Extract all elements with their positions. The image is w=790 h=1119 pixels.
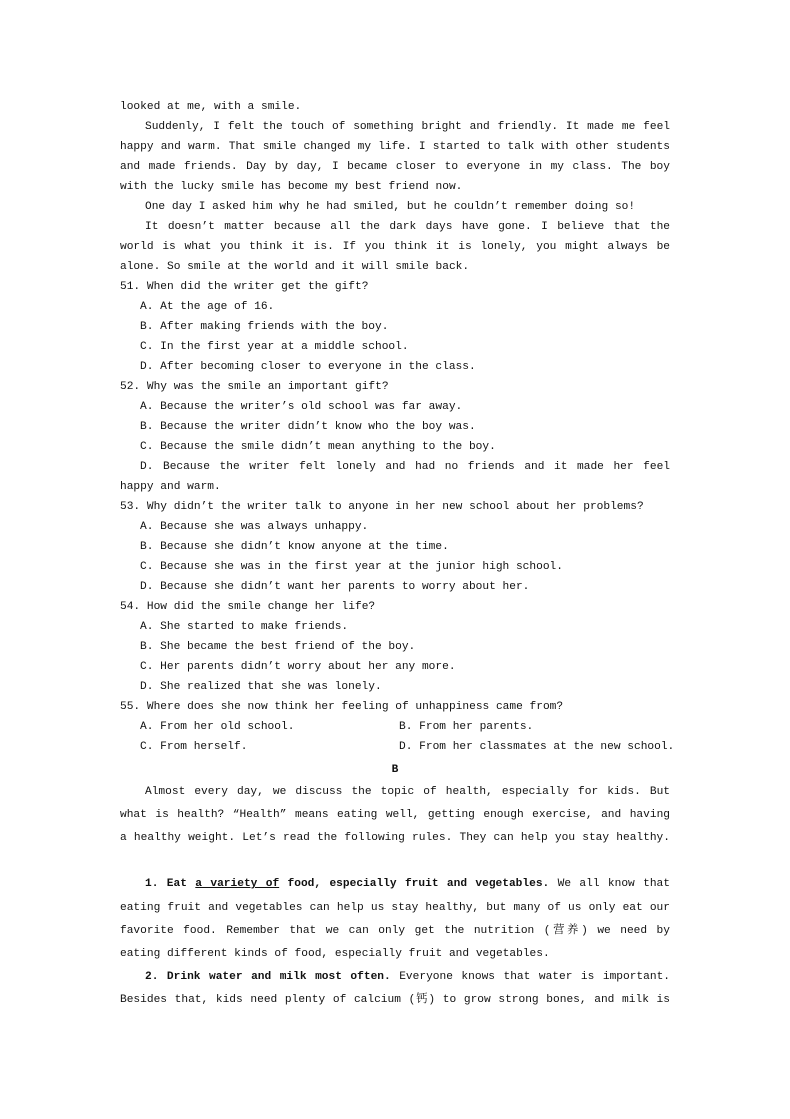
section-heading: B <box>391 764 399 776</box>
text-line: a healthy weight. Let’s read the following rules. They can help you stay healthy. <box>120 832 670 844</box>
option: A. Because she was always unhappy. <box>140 521 369 533</box>
rule-title: food, especially fruit and vegetables. <box>279 878 550 890</box>
option: D. She realized that she was lonely. <box>140 681 382 693</box>
question-52: 52. Why was the smile an important gift? <box>120 381 389 393</box>
option: B. After making friends with the boy. <box>140 321 389 333</box>
question-54: 54. How did the smile change her life? <box>120 601 376 613</box>
text-line: Suddenly, I felt the touch of something bright and friendly. It made me feel <box>145 121 670 133</box>
text-line: looked at me, with a smile. <box>120 101 302 113</box>
text-line: One day I asked him why he had smiled, but he couldn’t remember doing so! <box>145 201 636 213</box>
question-51: 51. When did the writer get the gift? <box>120 281 369 293</box>
rule-title: 2. Drink water and milk most often. <box>145 971 391 983</box>
option: A. At the age of 16. <box>140 301 275 313</box>
option: D. After becoming closer to everyone in the class. <box>140 361 476 373</box>
text-line: Almost every day, we discuss the topic of health, especially for kids. But <box>145 786 670 798</box>
option: C. Because the smile didn’t mean anything to the boy. <box>140 441 496 453</box>
text-line: happy and warm. That smile changed my life. I started to talk with other students <box>120 141 670 153</box>
option: A. From her old school. <box>140 721 295 733</box>
option: B. Because she didn’t know anyone at the time. <box>140 541 449 553</box>
rule-text: We all know that <box>549 878 670 890</box>
option: A. She started to make friends. <box>140 621 349 633</box>
option: C. Her parents didn’t worry about her any more. <box>140 661 456 673</box>
text-line: Besides that, kids need plenty of calcium (钙) to grow strong bones, and milk is <box>120 994 670 1006</box>
rule-2-heading <box>145 969 670 985</box>
option: C. In the first year at a middle school. <box>140 341 409 353</box>
underlined-phrase: a variety of <box>195 878 280 890</box>
option: B. She became the best friend of the boy. <box>140 641 416 653</box>
text-line: and made friends. Day by day, I became closer to everyone in my class. The boy <box>120 161 670 173</box>
option: C. From herself. <box>140 741 248 753</box>
option: D. From her classmates at the new school. <box>399 741 675 753</box>
option: D. Because the writer felt lonely and had no friends and it made her feel <box>140 461 670 473</box>
option: A. Because the writer’s old school was far away. <box>140 401 463 413</box>
text-line: It doesn’t matter because all the dark days have gone. I believe that the <box>145 221 670 233</box>
text-line: with the lucky smile has become my best friend now. <box>120 181 463 193</box>
rule-1-heading <box>145 876 670 892</box>
rule-num: 1. Eat <box>145 878 196 890</box>
text-line: alone. So smile at the world and it will smile back. <box>120 261 470 273</box>
question-55: 55. Where does she now think her feeling of unhappiness came from? <box>120 701 564 713</box>
option: C. Because she was in the first year at the junior high school. <box>140 561 563 573</box>
option: happy and warm. <box>120 481 221 493</box>
rule-text: Everyone knows that water is important. <box>390 971 670 983</box>
option: D. Because she didn’t want her parents to worry about her. <box>140 581 530 593</box>
question-53: 53. Why didn’t the writer talk to anyone in her new school about her problems? <box>120 501 644 513</box>
text-line: what is health? “Health” means eating well, getting enough exercise, and having <box>120 809 670 821</box>
text-line: world is what you think it is. If you think it is lonely, you might always be <box>120 241 670 253</box>
text-line: favorite food. Remember that we can only get the nutrition (营养) we need by <box>120 925 670 937</box>
text-line: eating different kinds of food, especially fruit and vegetables. <box>120 948 550 960</box>
text-line: eating fruit and vegetables can help us stay healthy, but many of us only eat our <box>120 902 670 914</box>
option: B. Because the writer didn’t know who the boy was. <box>140 421 476 433</box>
option: B. From her parents. <box>399 721 534 733</box>
